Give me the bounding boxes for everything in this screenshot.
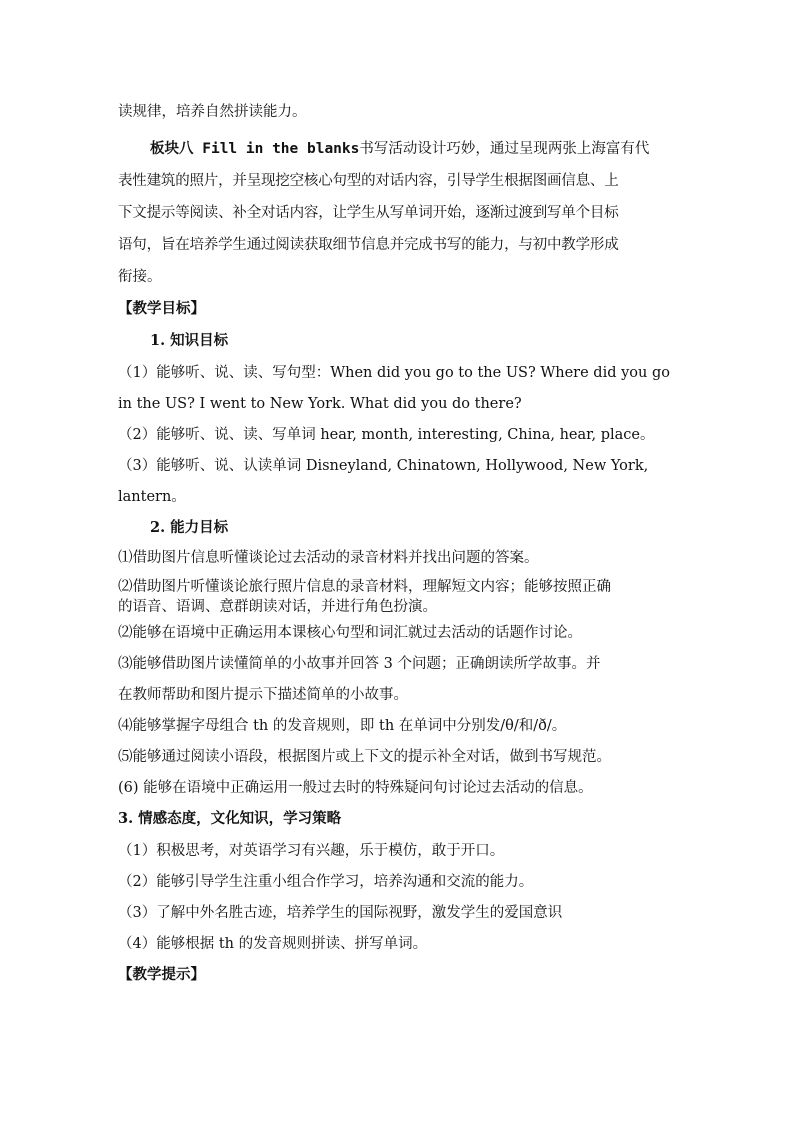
emotion-item: （1）积极思考，对英语学习有兴趣，乐于模仿，敢于开口。 [118,843,505,859]
ability-item: ⑶能够借助图片读懂简单的小故事并回答 3 个问题；正确朗读所学故事。并 [118,656,601,672]
paragraph-line: 下文提示等阅读、补全对话内容，让学生从写单词开始，逐渐过渡到写单个目标 [118,205,619,221]
ability-item: ⑵借助图片听懂谈论旅行照片信息的录音材料，理解短文内容；能够按照正确 [118,579,611,595]
paragraph-line: 衔接。 [118,269,162,285]
knowledge-heading: 1. 知识目标 [150,332,229,349]
ability-item: ⑷能够掌握字母组合 th 的发音规则，即 th 在单词中分别发/θ/和/ð/。 [118,718,567,734]
section-heading-tips: 【教学提示】 [118,966,205,983]
paragraph-line: 语句，旨在培养学生通过阅读获取细节信息并完成书写的能力，与初中教学形成 [118,237,619,253]
emotion-item: （2）能够引导学生注重小组合作学习，培养沟通和交流的能力。 [118,874,534,890]
ability-item: 在教师帮助和图片提示下描述简单的小故事。 [118,687,408,703]
emotion-item: （3）了解中外名胜古迹，培养学生的国际视野，激发学生的爱国意识 [118,905,563,921]
knowledge-item: （3）能够听、说、认读单词 Disneyland, Chinatown, Hollywood, New York, [118,458,649,474]
knowledge-item: （1）能够听、说、读、写句型：When did you go to the US? Where did you go [118,365,670,381]
paragraph-line: 读规律，培养自然拼读能力。 [118,104,307,120]
paragraph-line: 表性建筑的照片，并呈现挖空核心句型的对话内容，引导学生根据图画信息、上 [118,173,619,189]
knowledge-item: lantern。 [118,489,186,505]
block8-text: 书写活动设计巧妙，通过呈现两张上海富有代 [359,141,650,157]
knowledge-item: in the US? I went to New York. What did you do there? [118,396,522,412]
ability-item: ⑸能够通过阅读小语段，根据图片或上下文的提示补全对话，做到书写规范。 [118,749,611,765]
section-heading-goals: 【教学目标】 [118,300,205,317]
emotion-heading: 3. 情感态度，文化知识，学习策略 [118,810,342,827]
block8-heading: 板块八 Fill in the blanks [150,141,360,157]
ability-heading: 2. 能力目标 [150,519,229,536]
ability-item: (6) 能够在语境中正确运用一般过去时的特殊疑问句讨论过去活动的信息。 [118,780,593,796]
ability-item: 的语音、语调、意群朗读对话，并进行角色扮演。 [118,599,437,615]
knowledge-item: （2）能够听、说、读、写单词 hear, month, interesting, China, hear, place。 [118,427,655,443]
emotion-item: （4）能够根据 th 的发音规则拼读、拼写单词。 [118,936,428,952]
ability-item: ⑴借助图片信息听懂谈论过去活动的录音材料并找出问题的答案。 [118,550,539,566]
block8-line [150,139,649,159]
ability-item: ⑵能够在语境中正确运用本课核心句型和词汇就过去活动的话题作讨论。 [118,625,582,641]
